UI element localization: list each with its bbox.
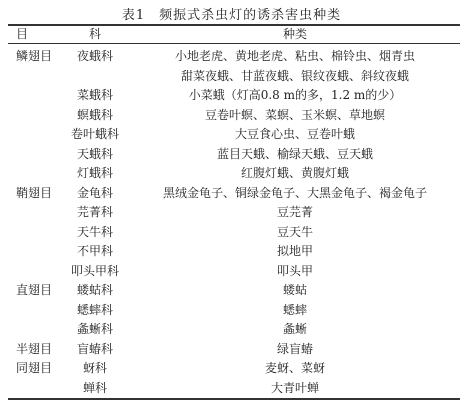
- cell-family: 天蛾科: [76, 146, 113, 161]
- cell-species: 大青叶蝉: [270, 380, 319, 395]
- cell-family: 卷叶蛾科: [70, 127, 119, 141]
- cell-species: 蓝目天蛾、榆绿天蛾、豆天蛾: [216, 146, 373, 161]
- cell-species: 绿盲蝽: [276, 341, 313, 356]
- cell-family: 天牛科: [76, 224, 113, 239]
- table-title: 表1 频振式杀虫灯的诱杀害虫种类: [121, 8, 342, 23]
- cell-species: 小地老虎、黄地老虎、粘虫、棉铃虫、烟青虫: [174, 49, 415, 63]
- cell-family: 夜蛾科: [76, 49, 113, 63]
- cell-species: 叩头甲: [276, 263, 313, 278]
- cell-family: 蝼蛄科: [76, 283, 113, 297]
- header-species: 种类: [282, 27, 307, 41]
- cell-species: 豆天牛: [276, 224, 313, 239]
- cell-species: 麦蚜、菜蚜: [264, 361, 325, 375]
- cell-order: 直翅目: [16, 283, 53, 297]
- cell-species: 黑绒金龟子、铜绿金龟子、大黑金龟子、褐金龟子: [162, 185, 427, 200]
- cell-family: 叩头甲科: [70, 263, 119, 278]
- cell-family: 不甲科: [76, 244, 113, 258]
- cell-species: 蟋蟀: [282, 302, 307, 317]
- cell-order: 鞘翅目: [16, 185, 53, 200]
- table-row: [0, 202, 463, 222]
- table-row: [0, 280, 463, 300]
- cell-species: 豆卷叶螟、菜螟、玉米螟、草地螟: [204, 107, 385, 122]
- table-row: [0, 261, 463, 281]
- table-row: [0, 222, 463, 242]
- cell-family: 盲蝽科: [76, 341, 113, 356]
- table-row: [0, 124, 463, 144]
- cell-species: 红腹灯蛾、黄腹灯蛾: [240, 166, 349, 180]
- table-row: [0, 105, 463, 125]
- cell-family: 蝉科: [82, 380, 107, 395]
- cell-species: 豆芫菁: [276, 205, 313, 219]
- cell-species: 拟地甲: [276, 244, 313, 258]
- cell-family: 菜蛾科: [76, 88, 113, 102]
- cell-order: 半翅目: [16, 341, 53, 356]
- table-row: [0, 339, 463, 359]
- table-row: [0, 163, 463, 183]
- header-family: 科: [88, 27, 101, 41]
- header-order: 目: [16, 27, 29, 41]
- table-row: [0, 183, 463, 203]
- cell-order: 同翅目: [16, 361, 53, 375]
- table-row: [0, 241, 463, 261]
- cell-family: 蟋蟀科: [76, 302, 113, 317]
- table-row: [0, 358, 463, 378]
- table-row: [0, 319, 463, 339]
- table-row: [0, 46, 463, 66]
- table-row: [0, 300, 463, 320]
- cell-species: 甜菜夜蛾、甘蓝夜蛾、银纹夜蛾、斜纹夜蛾: [180, 68, 409, 83]
- table-row: [0, 66, 463, 86]
- cell-species: 蝼蛄: [282, 283, 307, 297]
- cell-family: 螟蛾科: [76, 107, 113, 122]
- cell-species: 大豆食心虫、豆卷叶蛾: [234, 127, 355, 141]
- cell-family: 螽蜥科: [76, 322, 113, 336]
- cell-family: 金龟科: [76, 185, 113, 200]
- table-row: [0, 378, 463, 398]
- cell-family: 蚜科: [82, 361, 107, 375]
- cell-order: 鳞翅目: [16, 49, 53, 63]
- cell-family: 芫菁科: [76, 205, 113, 219]
- cell-family: 灯蛾科: [76, 166, 113, 180]
- header-rule: [8, 43, 460, 44]
- cell-species: 小菜蛾（灯高0.8 m的多，1.2 m的少）: [188, 88, 402, 102]
- bottom-rule: [8, 398, 460, 400]
- table-row: [0, 85, 463, 105]
- table-row: [0, 144, 463, 164]
- cell-species: 螽蜥: [282, 322, 307, 336]
